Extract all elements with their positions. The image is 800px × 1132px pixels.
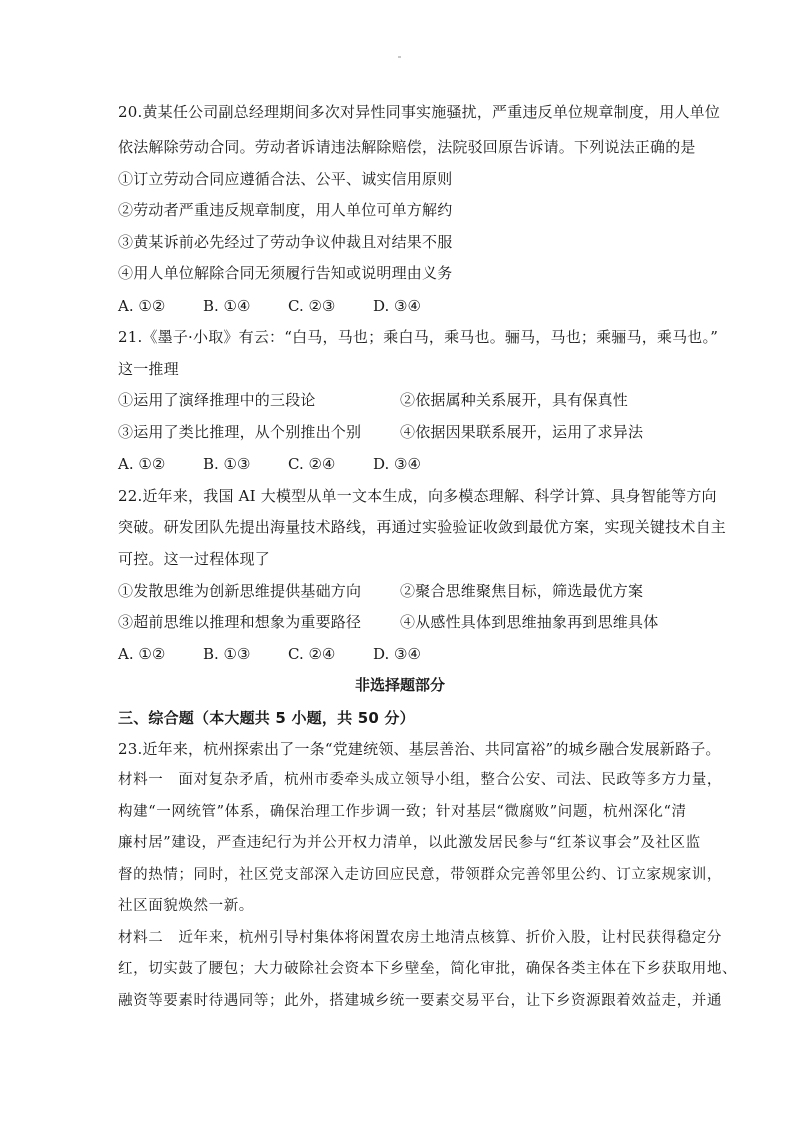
q23-material-1-line-4: 督的热情；同时，社区党支部深入走访回应民意，带领群众完善邻里公约、订立家规家训， <box>118 867 722 883</box>
q23-stem: 23.近年来，杭州探索出了一条“党建统领、基层善治、共同富裕”的城乡融合发展新路子。 <box>118 740 721 758</box>
q22-choice-c: C. ②④ <box>288 645 336 663</box>
q23-material-2-line-2: 红，切实鼓了腰包；大力破除社会资本下乡壁垒，简化审批，确保各类主体在下乡获取用地、 <box>118 961 738 977</box>
q20-choice-c: C. ②③ <box>288 297 336 315</box>
q22-option-4: ④从感性具体到思维抽象再到思维具体 <box>400 613 659 631</box>
q21-option-4: ④依据因果联系展开，运用了求异法 <box>400 423 644 441</box>
q20-option-3: ③黄某诉前必先经过了劳动争议仲裁且对结果不服 <box>118 233 453 251</box>
q22-stem-line-1: 22.近年来，我国 AI 大模型从单一文本生成，向多模态理解、科学计算、具身智能等方向 <box>118 487 717 505</box>
q21-option-1: ①运用了演绎推理中的三段论 <box>118 391 316 409</box>
q22-choice-b: B. ①③ <box>203 645 251 663</box>
q20-choice-b: B. ①④ <box>203 297 251 315</box>
q21-stem-line-1: 21.《墨子·小取》有云：“白马，马也；乘白马，乘马也。骊马，马也；乘骊马，乘马也。” <box>118 328 719 346</box>
q21-stem-line-2: 这一推理 <box>118 360 179 378</box>
q23-material-2-line-1: 材料二 近年来，杭州引导村集体将闲置农房土地清点核算、折价入股，让村民获得稳定分 <box>118 930 722 946</box>
q21-choice-b: B. ①③ <box>203 455 251 473</box>
q23-material-2-line-3: 融资等要素时待遇同等；此外，搭建城乡统一要素交易平台，让下乡资源跟着效益走，并通 <box>118 993 722 1009</box>
q23-material-1-line-5: 社区面貌焕然一新。 <box>118 898 254 914</box>
part-heading: 非选择题部分 <box>354 676 445 694</box>
q21-choice-a: A. ①② <box>118 455 166 473</box>
q22-choice-a: A. ①② <box>118 645 166 663</box>
q20-option-1: ①订立劳动合同应遵循合法、公平、诚实信用原则 <box>118 170 453 188</box>
q22-choice-d: D. ③④ <box>373 645 421 663</box>
q20-choice-d: D. ③④ <box>373 297 421 315</box>
q21-choice-c: C. ②④ <box>288 455 336 473</box>
q23-material-1-line-2: 构建“一网统管”体系，确保治理工作步调一致；针对基层“微腐败”问题，杭州深化“清 <box>118 804 687 820</box>
scan-dot <box>398 56 401 58</box>
section-heading: 三、综合题（本大题共 5 小题，共 50 分） <box>118 709 415 727</box>
q21-option-2: ②依据属种关系展开，具有保真性 <box>400 391 629 409</box>
q20-stem-line-2: 依法解除劳动合同。劳动者诉请违法解除赔偿，法院驳回原告诉请。下列说法正确的是 <box>118 138 696 156</box>
q20-option-2: ②劳动者严重违反规章制度，用人单位可单方解约 <box>118 201 453 219</box>
q21-option-3: ③运用了类比推理，从个别推出个别 <box>118 423 362 441</box>
q21-choice-d: D. ③④ <box>373 455 421 473</box>
q23-material-1-line-3: 廉村居”建设，严查违纪行为并公开权力清单，以此激发居民参与“红茶议事会”及社区监 <box>118 835 701 851</box>
q20-stem-line-1: 20.黄某任公司副总经理期间多次对异性同事实施骚扰，严重违反单位规章制度，用人单位 <box>118 103 721 121</box>
q23-material-1-line-1: 材料一 面对复杂矛盾，杭州市委牵头成立领导小组，整合公安、司法、民政等多方力量， <box>118 772 722 788</box>
q22-option-1: ①发散思维为创新思维提供基础方向 <box>118 582 362 600</box>
q20-option-4: ④用人单位解除合同无须履行告知或说明理由义务 <box>118 264 453 282</box>
q22-stem-line-3: 可控。这一过程体现了 <box>118 550 271 568</box>
q22-option-3: ③超前思维以推理和想象为重要路径 <box>118 613 362 631</box>
q20-choice-a: A. ①② <box>118 297 166 315</box>
q22-option-2: ②聚合思维聚焦目标，筛选最优方案 <box>400 582 644 600</box>
q22-stem-line-2: 突破。研发团队先提出海量技术路线，再通过实验验证收敛到最优方案，实现关键技术自主 <box>118 518 727 536</box>
